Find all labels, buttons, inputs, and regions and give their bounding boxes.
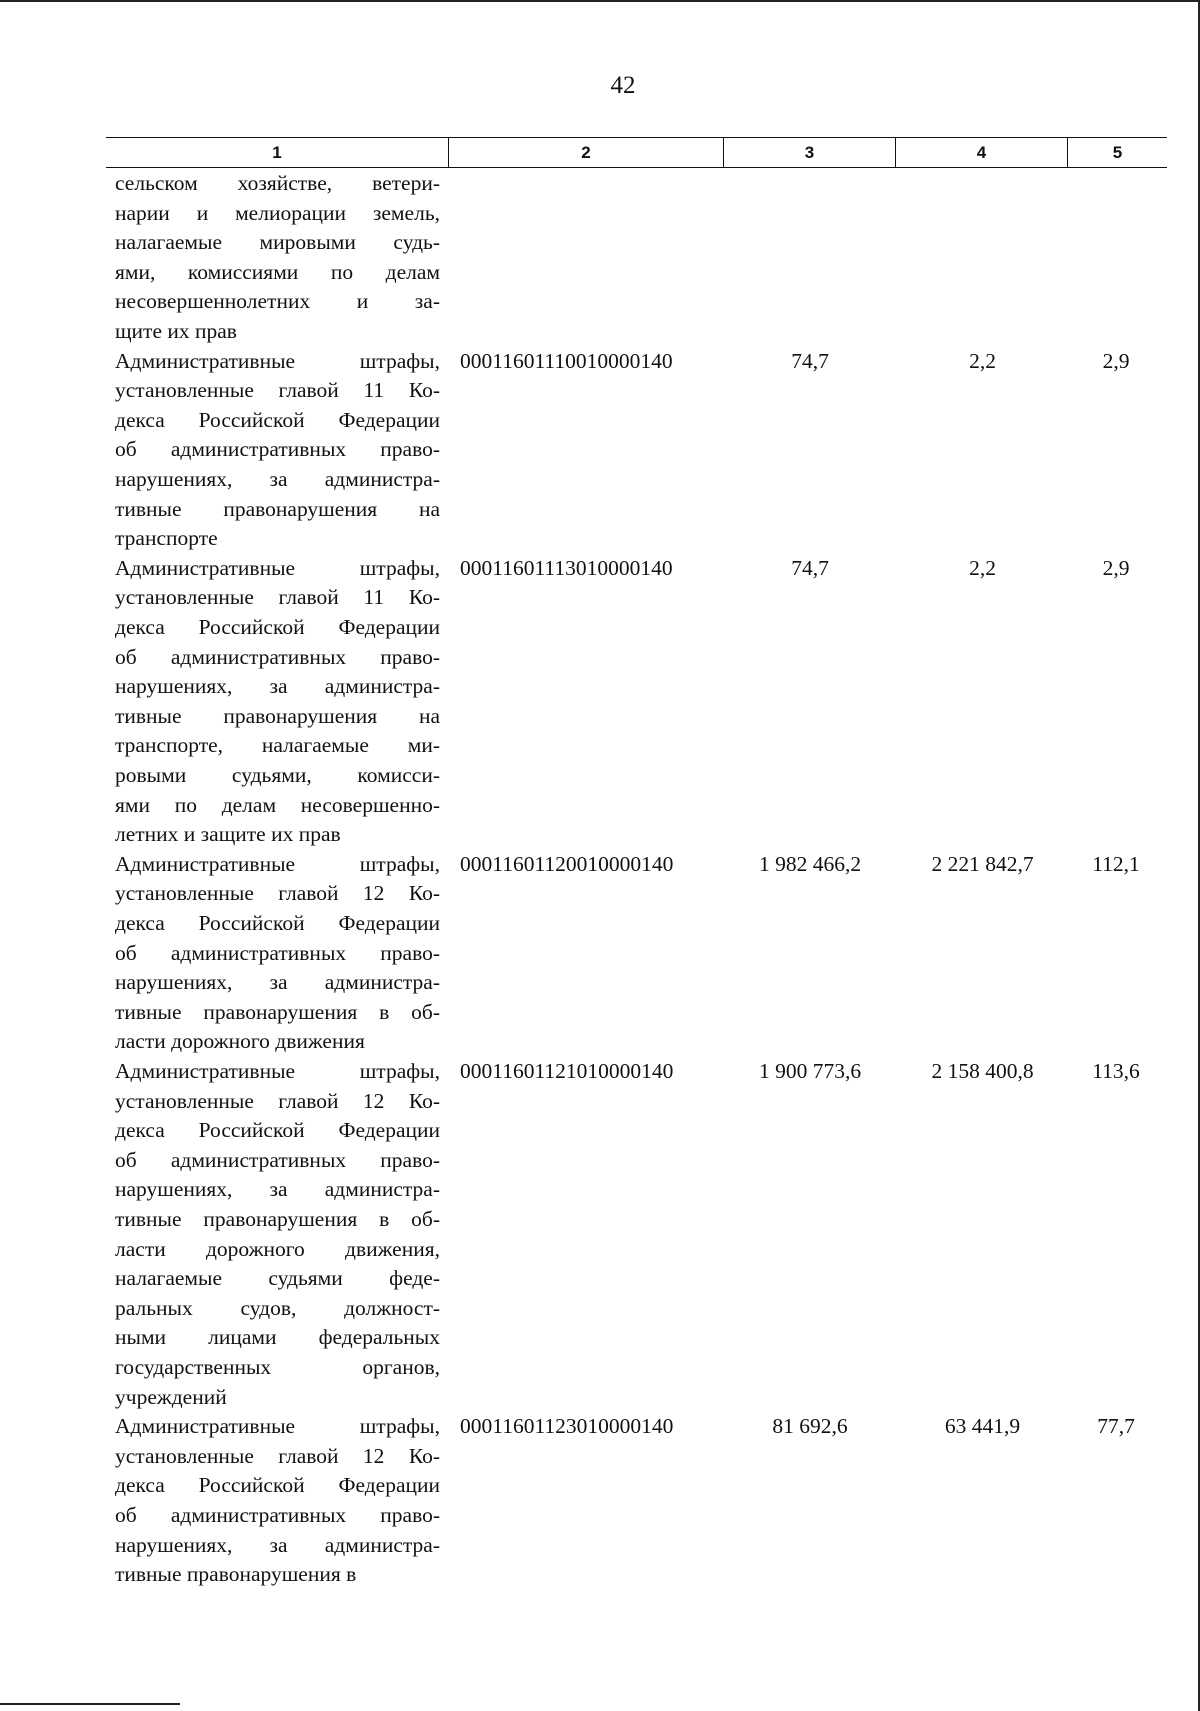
row-col5-value: 2,9: [1102, 348, 1130, 373]
description-line: об административных право-: [115, 437, 440, 462]
description-line: декса Российской Федерации: [115, 614, 440, 639]
description-line: нарушениях, за администра-: [115, 970, 440, 995]
description-line: декса Российской Федерации: [115, 910, 440, 935]
row-description: [115, 850, 440, 1057]
header-col-1: 1: [106, 138, 449, 167]
row-description: [115, 1412, 440, 1590]
description-line: транспорте, налагаемые ми-: [115, 733, 440, 758]
row-col3-value: 1 982 466,2: [758, 851, 862, 876]
description-line: Административные штрафы,: [115, 1059, 440, 1083]
description-line: нарушениях, за администра-: [115, 1177, 440, 1202]
description-line: тивные правонарушения на: [115, 496, 440, 521]
row-code: 00011601120010000140: [460, 851, 674, 876]
description-line: ровыми судьями, комисси-: [115, 762, 440, 787]
description-line: Административные штрафы,: [115, 851, 440, 876]
table-row: [0, 347, 1200, 554]
description-line: об административных право-: [115, 644, 440, 669]
description-line: сельском хозяйстве, ветери-: [115, 171, 440, 195]
row-col5-value: 2,9: [1102, 555, 1130, 580]
row-description: [115, 554, 440, 850]
row-col4-value: 63 441,9: [944, 1414, 1021, 1439]
description-line: налагаемые судьями феде-: [115, 1266, 440, 1291]
description-line: декса Российской Федерации: [115, 407, 440, 432]
row-code: 00011601121010000140: [460, 1059, 674, 1083]
row-col5-value: 77,7: [1097, 1414, 1135, 1439]
description-line: об административных право-: [115, 1502, 440, 1527]
row-code: 00011601113010000140: [460, 555, 673, 580]
row-col3-value: 74,7: [791, 348, 829, 373]
description-line: нарии и мелиорации земель,: [115, 200, 440, 225]
row-col4-value: 2 221 842,7: [931, 851, 1034, 876]
description-line: налагаемые мировыми судь-: [115, 230, 440, 255]
row-col3-value: 1 900 773,6: [758, 1059, 862, 1083]
header-col-3: 3: [724, 138, 896, 167]
description-line: щите их прав: [115, 318, 237, 343]
description-line: тивные правонарушения на: [115, 703, 440, 728]
table-row: [0, 850, 1200, 1057]
description-line: об административных право-: [115, 940, 440, 965]
description-line: учреждений: [115, 1384, 227, 1409]
description-line: транспорте: [115, 526, 218, 551]
description-line: тивные правонарушения в об-: [115, 999, 440, 1024]
description-line: Административные штрафы,: [115, 555, 440, 580]
row-col4-value: 2,2: [969, 555, 996, 580]
table-row: [0, 1412, 1200, 1590]
table-header: [106, 137, 1167, 168]
description-line: государственных органов,: [115, 1354, 440, 1379]
description-line: установленные главой 12 Ко-: [115, 1443, 440, 1468]
row-col5-value: 112,1: [1092, 851, 1140, 876]
row-col3-value: 74,7: [791, 555, 829, 580]
page-border-bottom: [0, 1703, 180, 1705]
row-description: [115, 347, 440, 554]
description-line: Административные штрафы,: [115, 348, 440, 373]
description-line: установленные главой 12 Ко-: [115, 1088, 440, 1113]
row-description: [115, 169, 440, 347]
header-col-5: 5: [1112, 142, 1123, 162]
page-border-top: [0, 0, 1200, 2]
description-line: установленные главой 11 Ко-: [115, 585, 440, 610]
row-col4-value: 2,2: [969, 348, 996, 373]
description-line: нарушениях, за администра-: [115, 674, 440, 699]
header-col-4: 4: [896, 138, 1068, 167]
description-line: декса Российской Федерации: [115, 1473, 440, 1498]
header-col-2: 2: [449, 138, 724, 167]
row-col5-value: 113,6: [1092, 1059, 1140, 1083]
description-line: об административных право-: [115, 1147, 440, 1172]
row-description: [115, 1057, 440, 1412]
description-line: ями по делам несовершенно-: [115, 792, 440, 817]
description-line: тивные правонарушения в: [115, 1562, 357, 1587]
description-line: летних и защите их прав: [115, 822, 341, 847]
description-line: ласти дорожного движения: [115, 1029, 365, 1054]
description-line: несовершеннолетних и за-: [115, 289, 440, 314]
description-line: ями, комиссиями по делам: [115, 259, 440, 284]
description-line: тивные правонарушения в об-: [115, 1206, 440, 1231]
description-line: нарушениях, за администра-: [115, 1532, 440, 1557]
table-row: [0, 169, 1200, 347]
description-line: установленные главой 11 Ко-: [115, 378, 440, 403]
description-line: нарушениях, за администра-: [115, 466, 440, 491]
table-row: [0, 554, 1200, 850]
page-number: 42: [610, 72, 636, 99]
table-row: [0, 1057, 1200, 1412]
description-line: Административные штрафы,: [115, 1414, 440, 1439]
description-line: ными лицами федеральных: [115, 1325, 440, 1350]
description-line: установленные главой 12 Ко-: [115, 881, 440, 906]
description-line: декса Российской Федерации: [115, 1118, 440, 1143]
row-col4-value: 2 158 400,8: [931, 1059, 1034, 1083]
row-col3-value: 81 692,6: [772, 1414, 848, 1439]
row-code: 00011601110010000140: [460, 348, 673, 373]
row-code: 00011601123010000140: [460, 1414, 674, 1439]
description-line: ральных судов, должност-: [115, 1295, 440, 1320]
description-line: ласти дорожного движения,: [115, 1236, 440, 1261]
